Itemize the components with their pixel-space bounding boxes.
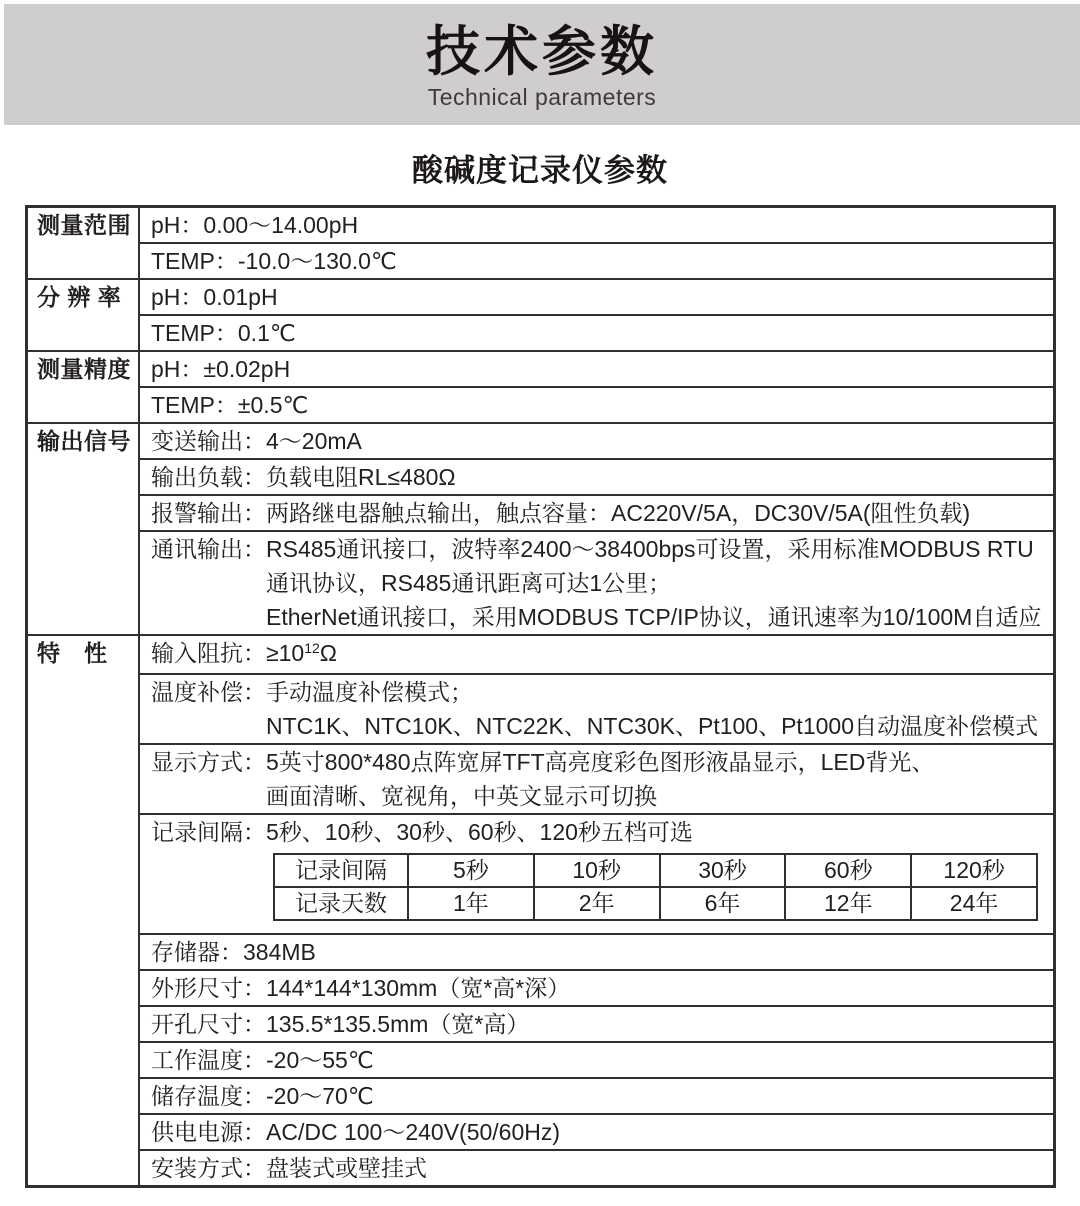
spec-row-value (266, 1115, 1051, 1149)
spec-row-line: 两路继电器触点输出，触点容量：AC220V/5A，DC30V/5A(阻性负载) (266, 500, 971, 526)
section-rows (140, 424, 1053, 634)
category-label: 输出信号 (28, 424, 140, 634)
spec-row-value (266, 1043, 1051, 1077)
spec-row-label: pH： (151, 212, 204, 238)
spec-row (140, 530, 1053, 634)
interval-header-cell: 5秒 (407, 855, 533, 886)
spec-row (140, 314, 1053, 350)
spec-row-line: 135.5*135.5mm（宽*高） (266, 1011, 530, 1037)
spec-row (140, 458, 1053, 494)
spec-row (140, 743, 1053, 813)
spec-row-line: 0.01pH (203, 284, 278, 310)
spec-row-line: ±0.02pH (203, 356, 291, 382)
interval-header-cell: 记录间隔 (295, 857, 387, 883)
interval-data-cell: 2年 (533, 886, 659, 919)
spec-row-value (238, 244, 1051, 278)
spec-row-value (266, 815, 1051, 933)
spec-row-label: 开孔尺寸： (151, 1011, 266, 1037)
spec-row-line: EtherNet通讯接口，采用MODBUS TCP/IP协议，通讯速率为10/100M自适应 (266, 604, 1042, 630)
page-subtitle: Technical parameters (427, 84, 657, 111)
header-banner (4, 4, 1080, 125)
spec-row-line: 384MB (243, 939, 316, 965)
spec-table (25, 205, 1056, 1188)
spec-row-value (266, 1007, 1051, 1041)
spec-row-line: 4～20mA (266, 428, 362, 454)
spec-row (140, 280, 1053, 314)
section-output-signal (28, 422, 1053, 634)
category-label: 测量精度 (28, 352, 140, 422)
spec-row-value (266, 971, 1051, 1005)
spec-row (140, 352, 1053, 386)
spec-row-label: 储存温度： (151, 1083, 266, 1109)
spec-row-label: TEMP： (151, 248, 238, 274)
spec-row (140, 208, 1053, 242)
interval-header-cell: 30秒 (659, 855, 785, 886)
impedance-unit: Ω (319, 640, 337, 666)
spec-row (140, 1041, 1053, 1077)
spec-row-value (238, 316, 1051, 350)
spec-row (140, 386, 1053, 422)
section-features (28, 634, 1053, 1185)
spec-row-label: TEMP： (151, 392, 238, 418)
spec-row-label: 存储器： (151, 939, 243, 965)
section-measure-range (28, 208, 1053, 278)
spec-row-line: 5英寸800*480点阵宽屏TFT高亮度彩色图形液晶显示，LED背光、 (266, 749, 935, 775)
spec-row (140, 1077, 1053, 1113)
spec-row-value (203, 280, 1051, 314)
spec-row-value (266, 460, 1051, 494)
spec-row-line: -20～55℃ (266, 1047, 374, 1073)
spec-row-line: 144*144*130mm（宽*高*深） (266, 975, 571, 1001)
section-accuracy (28, 350, 1053, 422)
spec-row-label: 安装方式： (151, 1155, 266, 1181)
category-label: 分 辨 率 (28, 280, 140, 350)
spec-row-value (266, 1079, 1051, 1113)
spec-row-input-impedance (140, 636, 1053, 673)
spec-row-label: pH： (151, 356, 204, 382)
spec-row-label: 输入阻抗： (151, 640, 266, 666)
impedance-exponent: 12 (304, 640, 320, 656)
spec-row-line: 0.00～14.00pH (203, 212, 359, 238)
spec-row-line: NTC1K、NTC10K、NTC22K、NTC30K、Pt100、Pt1000自动温度补偿模式 (266, 713, 1038, 739)
section-rows (140, 208, 1053, 278)
spec-row-line: 负载电阻RL≤480Ω (266, 464, 456, 490)
spec-row-record-interval (140, 813, 1053, 933)
interval-data-cell: 12年 (784, 886, 910, 919)
spec-row (140, 933, 1053, 969)
spec-row (140, 1113, 1053, 1149)
category-label: 测量范围 (28, 208, 140, 278)
spec-row-label: 温度补偿： (151, 679, 266, 705)
record-interval-table-wrap (273, 853, 1038, 921)
spec-row (140, 1149, 1053, 1185)
spec-row-label: 报警输出： (151, 500, 266, 526)
section-rows (140, 280, 1053, 350)
spec-row-line: 5秒、10秒、30秒、60秒、120秒五档可选 (266, 819, 693, 845)
spec-row (140, 242, 1053, 278)
interval-data-cell: 6年 (659, 886, 785, 919)
spec-row-value (266, 636, 1051, 673)
record-interval-table (273, 853, 1038, 921)
spec-row-line: RS485通讯接口，波特率2400～38400bps可设置，采用标准MODBUS RTU (266, 536, 1034, 562)
spec-row-value (266, 675, 1051, 743)
spec-row-label: 工作温度： (151, 1047, 266, 1073)
spec-row (140, 969, 1053, 1005)
spec-row (140, 673, 1053, 743)
spec-row-label: 变送输出： (151, 428, 266, 454)
spec-row-line: 盘装式或壁挂式 (266, 1155, 427, 1181)
spec-row-line: 0.1℃ (237, 320, 296, 346)
interval-header-cell: 120秒 (910, 855, 1036, 886)
spec-row (140, 494, 1053, 530)
interval-header-cell: 10秒 (533, 855, 659, 886)
spec-row-line (266, 636, 1051, 673)
spec-row-line: 手动温度补偿模式； (266, 679, 473, 705)
spec-row-label: TEMP： (151, 320, 238, 346)
spec-row-label: pH： (151, 284, 204, 310)
spec-row-label: 通讯输出： (151, 536, 266, 562)
spec-row-value (203, 352, 1051, 386)
spec-row (140, 424, 1053, 458)
section-rows (140, 352, 1053, 422)
spec-row-value (266, 424, 1051, 458)
spec-row-label: 输出负载： (151, 464, 266, 490)
spec-row-line: AC/DC 100～240V(50/60Hz) (266, 1119, 561, 1145)
interval-header-cell: 60秒 (784, 855, 910, 886)
spec-row-line: 画面清晰、宽视角，中英文显示可切换 (266, 783, 657, 809)
spec-row-value (238, 388, 1051, 422)
table-title: 酸碱度记录仪参数 (412, 153, 668, 188)
interval-data-cell: 记录天数 (275, 886, 407, 919)
interval-data-cell: 1年 (407, 886, 533, 919)
impedance-base: ≥10 (266, 640, 305, 666)
spec-row-value (266, 1151, 1051, 1185)
spec-row-value (266, 532, 1051, 634)
spec-row-label: 供电电源： (151, 1119, 266, 1145)
spec-row-value (266, 745, 1051, 813)
section-rows (140, 636, 1053, 1185)
category-label: 特 性 (28, 636, 140, 1185)
spec-row-line: ±0.5℃ (237, 392, 309, 418)
spec-row (140, 1005, 1053, 1041)
spec-row-label: 记录间隔： (151, 819, 266, 845)
spec-row-line: -10.0～130.0℃ (237, 248, 397, 274)
spec-row-value (203, 208, 1051, 242)
spec-row-label: 外形尺寸： (151, 975, 266, 1001)
spec-row-label: 显示方式： (151, 749, 266, 775)
section-resolution (28, 278, 1053, 350)
page-title: 技术参数 (426, 21, 658, 82)
spec-row-line: 通讯协议，RS485通讯距离可达1公里； (266, 570, 672, 596)
spec-row-value (243, 935, 1051, 969)
interval-data-cell: 24年 (910, 886, 1036, 919)
spec-row-line: -20～70℃ (266, 1083, 374, 1109)
spec-row-value (266, 496, 1051, 530)
